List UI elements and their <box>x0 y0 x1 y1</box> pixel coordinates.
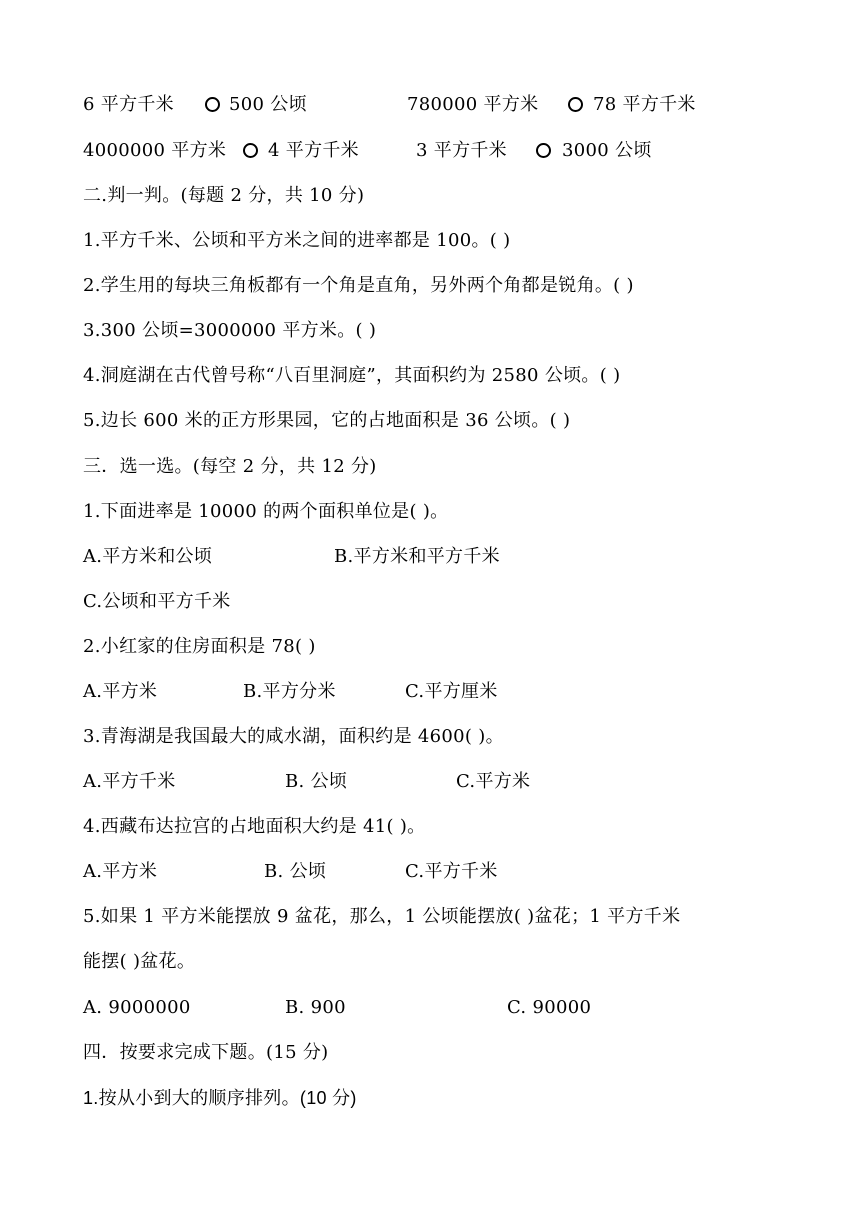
section-title: 二.判一判。(每题 2 分，共 10 分) <box>83 185 365 206</box>
option-b[interactable]: B. 公顷 <box>285 771 348 792</box>
choice-question: 2.小红家的住房面积是 78( ) <box>83 636 316 657</box>
option-c[interactable]: C.公顷和平方千米 <box>83 591 231 612</box>
judge-question: 3.300 公顷=3000000 平方米。( ) <box>83 320 377 341</box>
judge-question: 2.学生用的每块三角板都有一个角是直角，另外两个角都是锐角。( ) <box>83 275 634 296</box>
option-a[interactable]: A.平方千米 <box>83 771 176 792</box>
compare-item: 500 公顷 <box>229 94 307 115</box>
option-c[interactable]: C.平方米 <box>456 771 531 792</box>
choice-question: 1.下面进率是 10000 的两个面积单位是( )。 <box>83 501 449 522</box>
option-a[interactable]: A. 9000000 <box>83 997 191 1018</box>
choice-question: 3.青海湖是我国最大的咸水湖，面积约是 4600( )。 <box>83 726 504 747</box>
choice-question: 4.西藏布达拉宫的占地面积大约是 41( )。 <box>83 816 426 837</box>
comparison-circle-blank[interactable] <box>205 97 220 112</box>
compare-item: 78 平方千米 <box>593 94 696 115</box>
option-c[interactable]: C.平方厘米 <box>405 681 498 702</box>
option-b[interactable]: B.平方米和平方千米 <box>334 546 500 567</box>
option-a[interactable]: A.平方米 <box>83 681 158 702</box>
section-title: 四．按要求完成下题。(15 分) <box>83 1042 329 1063</box>
compare-item: 4 平方千米 <box>268 140 359 161</box>
option-a[interactable]: A.平方米 <box>83 861 158 882</box>
option-b[interactable]: B.平方分米 <box>243 681 336 702</box>
compare-item: 4000000 平方米 <box>83 140 227 161</box>
choice-question-continued: 能摆( )盆花。 <box>83 951 196 972</box>
task-question: 1.按从小到大的顺序排列。(10 分) <box>83 1088 357 1108</box>
judge-question: 5.边长 600 米的正方形果园，它的占地面积是 36 公顷。( ) <box>83 410 571 431</box>
section-title: 三．选一选。(每空 2 分，共 12 分) <box>83 456 377 477</box>
judge-question: 4.洞庭湖在古代曾号称“八百里洞庭”，其面积约为 2580 公顷。( ) <box>83 365 621 386</box>
compare-item: 3 平方千米 <box>416 140 507 161</box>
comparison-circle-blank[interactable] <box>568 97 583 112</box>
compare-item: 6 平方千米 <box>83 94 174 115</box>
comparison-circle-blank[interactable] <box>536 143 551 158</box>
judge-question: 1.平方千米、公顷和平方米之间的进率都是 100。( ) <box>83 230 511 251</box>
comparison-circle-blank[interactable] <box>243 143 258 158</box>
compare-item: 780000 平方米 <box>407 94 539 115</box>
option-c[interactable]: C. 90000 <box>507 997 592 1018</box>
option-c[interactable]: C.平方千米 <box>405 861 498 882</box>
option-b[interactable]: B. 公顷 <box>264 861 327 882</box>
option-a[interactable]: A.平方米和公顷 <box>83 546 213 567</box>
choice-question: 5.如果 1 平方米能摆放 9 盆花，那么，1 公顷能摆放( )盆花；1 平方千米 <box>83 906 681 927</box>
option-b[interactable]: B. 900 <box>285 997 346 1018</box>
compare-item: 3000 公顷 <box>562 140 652 161</box>
